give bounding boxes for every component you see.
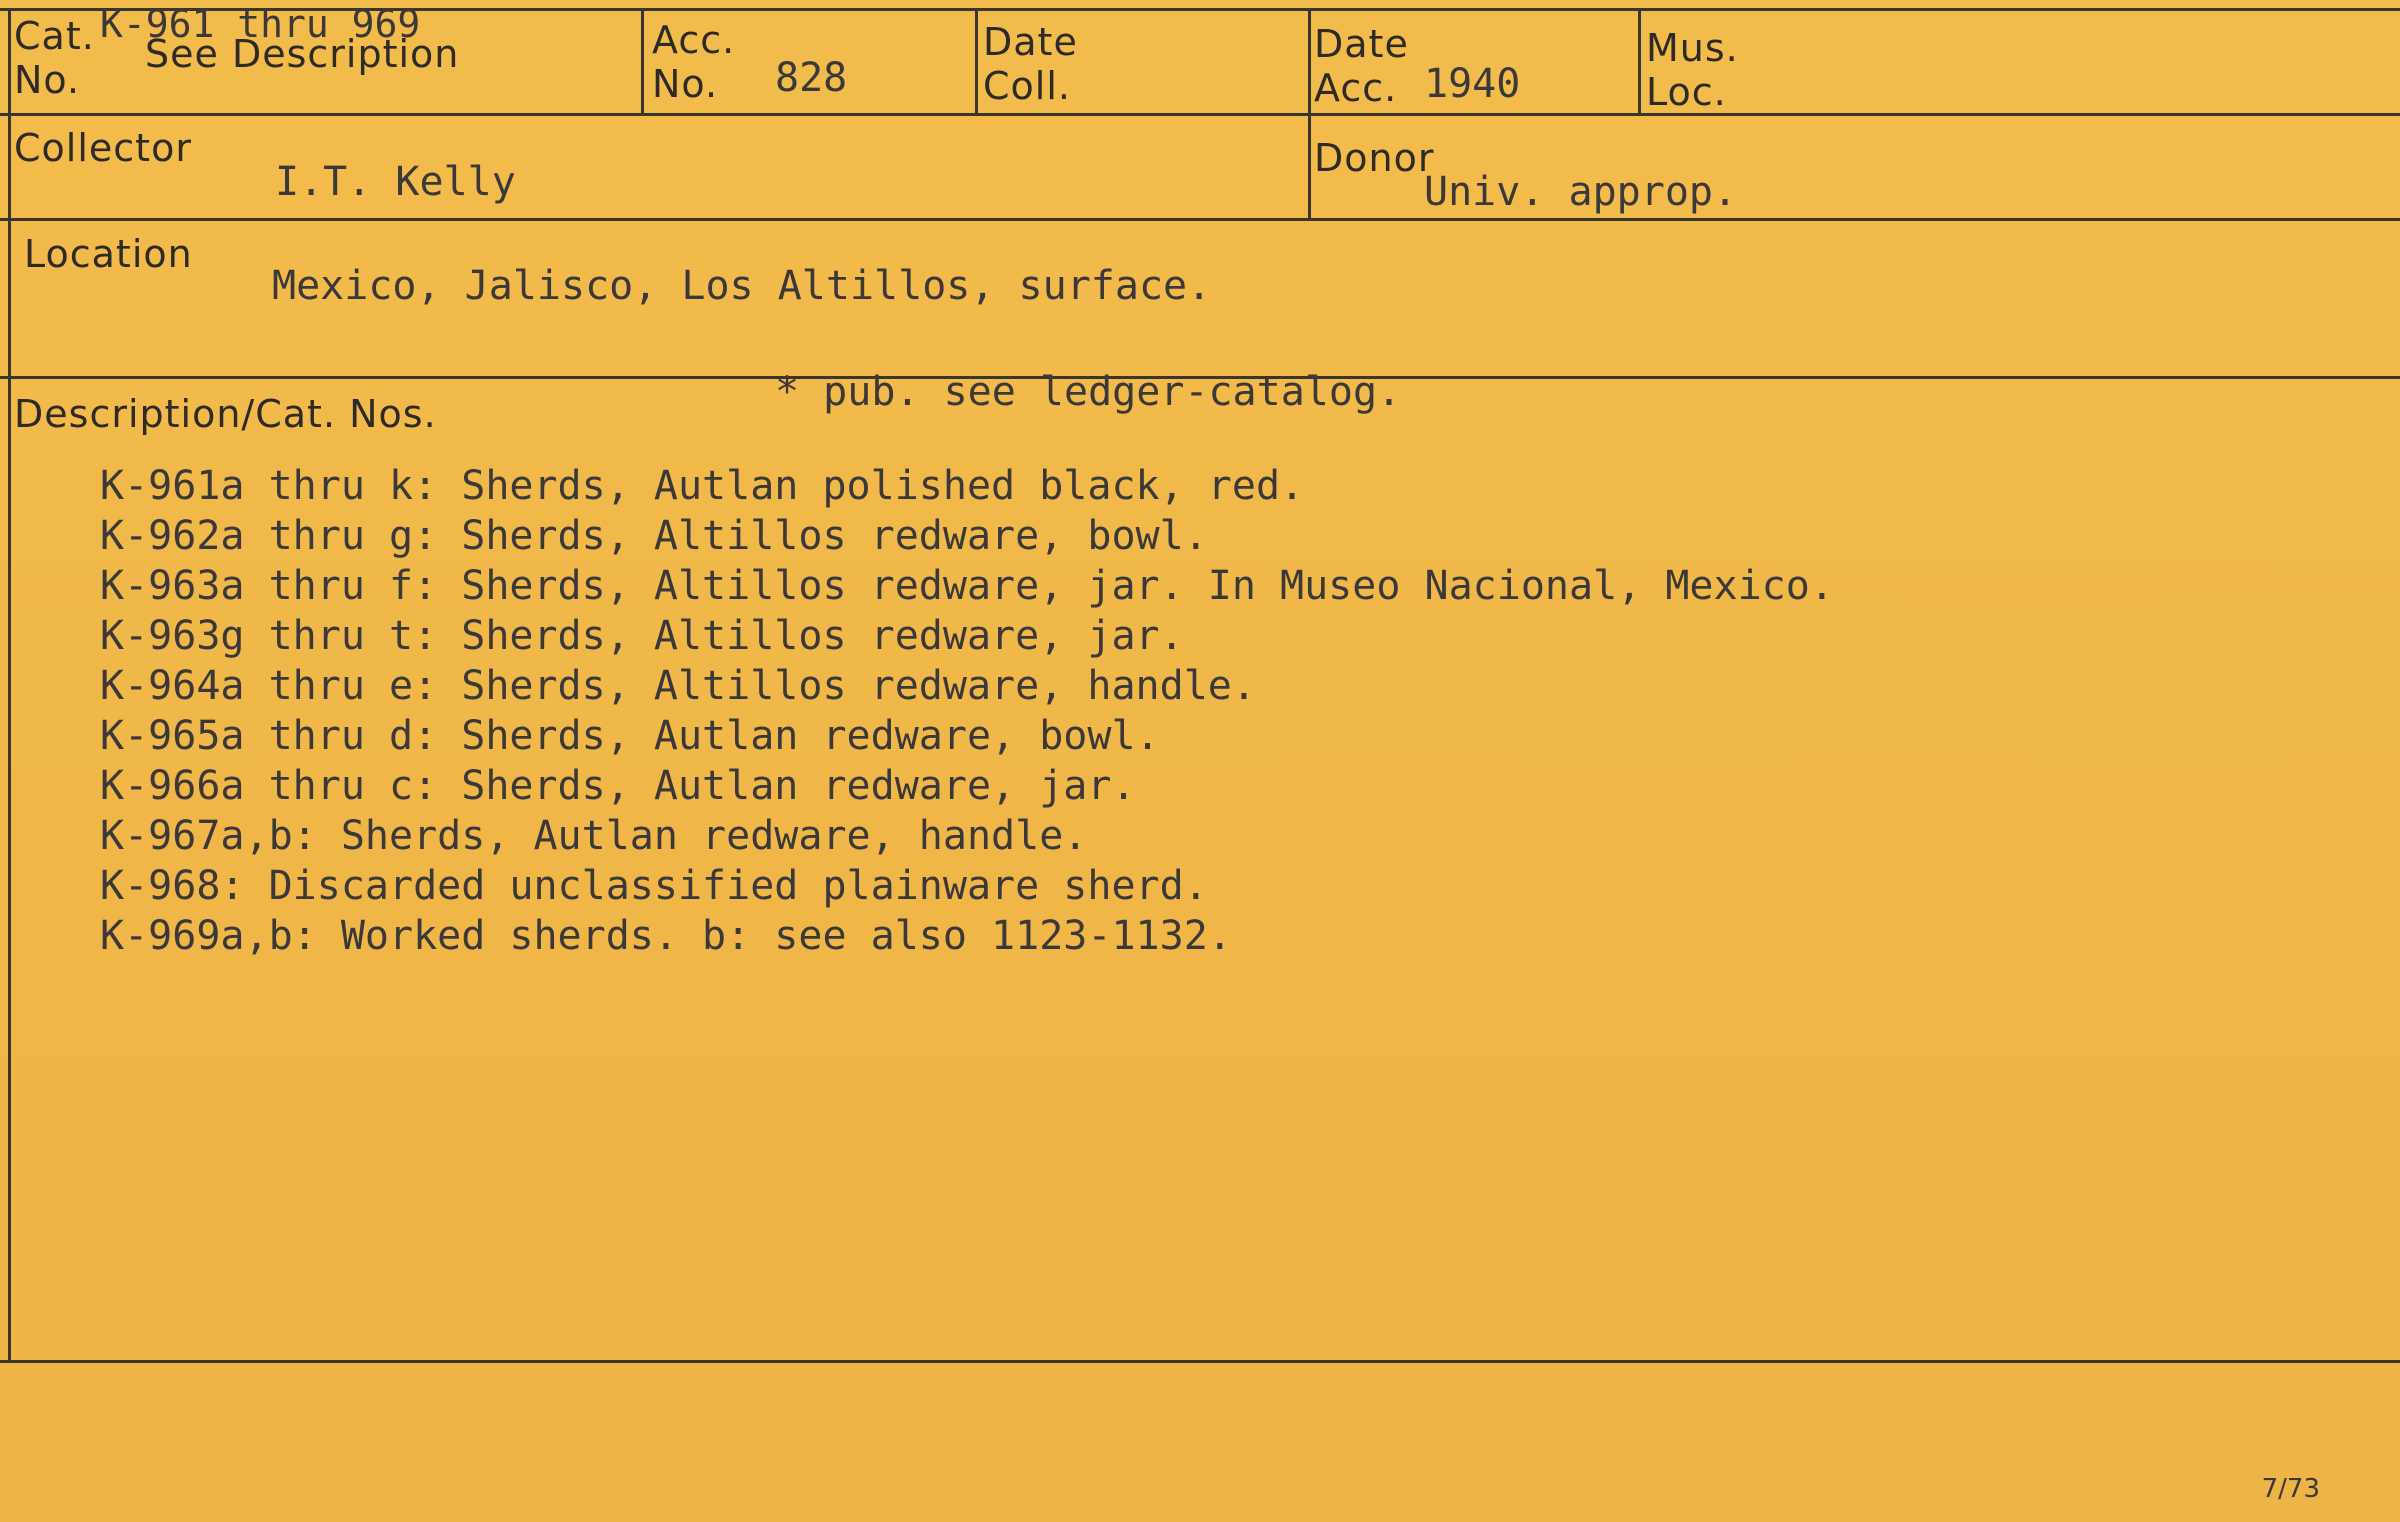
location-label: Location: [24, 232, 193, 276]
acc-no-label-line2: No.: [652, 62, 719, 106]
donor-label: Donor: [1314, 136, 1435, 180]
divider-cat-acc: [641, 8, 644, 113]
date-coll-label-line2: Coll.: [983, 64, 1071, 108]
description-line: K-969a,b: Worked sherds. b: see also 1123-1132.: [100, 913, 1232, 959]
card-number: 7/73: [2261, 1474, 2320, 1504]
mus-loc-label-line2: Loc.: [1646, 70, 1727, 114]
description-line: K-968: Discarded unclassified plainware sherd.: [100, 863, 1208, 909]
donor-value: Univ. approp.: [1424, 169, 1738, 215]
date-coll-label-line1: Date: [983, 20, 1078, 64]
divider-dateacc-musloc: [1638, 8, 1641, 113]
date-coll-label: [983, 20, 1078, 108]
collector-label: Collector: [14, 126, 192, 170]
description-line: K-965a thru d: Sherds, Autlan redware, bowl.: [100, 713, 1160, 759]
acc-no-label-line1: Acc.: [652, 18, 736, 62]
header-bottom-rule: [0, 113, 2400, 116]
date-acc-label: [1314, 22, 1409, 110]
date-acc-value: 1940: [1424, 61, 1521, 107]
description-bottom-rule: [0, 1360, 2400, 1363]
collector-bottom-rule: [0, 218, 2400, 221]
description-line: K-963g thru t: Sherds, Altillos redware, jar.: [100, 613, 1184, 659]
divider-acc-datecoll: [975, 8, 978, 113]
collector-value: I.T. Kelly: [275, 159, 516, 205]
mus-loc-label-line1: Mus.: [1646, 26, 1739, 70]
location-value: Mexico, Jalisco, Los Altillos, surface.: [272, 263, 1212, 309]
cat-no-note: See Description: [145, 32, 460, 76]
cat-no-value: K-961 thru 969: [100, 2, 421, 46]
description-line: K-967a,b: Sherds, Autlan redware, handle.: [100, 813, 1088, 859]
description-label: Description/Cat. Nos.: [14, 392, 437, 436]
cat-no-label-line2: No.: [14, 58, 81, 102]
publication-note: * pub. see ledger-catalog.: [775, 369, 1402, 415]
description-line: K-966a thru c: Sherds, Autlan redware, jar.: [100, 763, 1136, 809]
cat-no-label-line1: Cat.: [14, 14, 95, 58]
description-line: K-964a thru e: Sherds, Altillos redware, handle.: [100, 663, 1256, 709]
divider-datecoll-dateacc: [1308, 8, 1311, 218]
description-line: K-962a thru g: Sherds, Altillos redware, bowl.: [100, 513, 1208, 559]
cat-no-label: [14, 14, 95, 102]
mus-loc-label: [1646, 26, 1739, 114]
left-border: [8, 8, 11, 1360]
date-acc-label-line1: Date: [1314, 22, 1409, 66]
acc-no-value: 828: [775, 55, 848, 101]
date-acc-label-line2: Acc.: [1314, 66, 1398, 110]
acc-no-label: [652, 18, 735, 106]
description-line: K-963a thru f: Sherds, Altillos redware, jar. In Museo Nacional, Mexico.: [100, 563, 1834, 609]
description-line: K-961a thru k: Sherds, Autlan polished black, red.: [100, 463, 1305, 509]
